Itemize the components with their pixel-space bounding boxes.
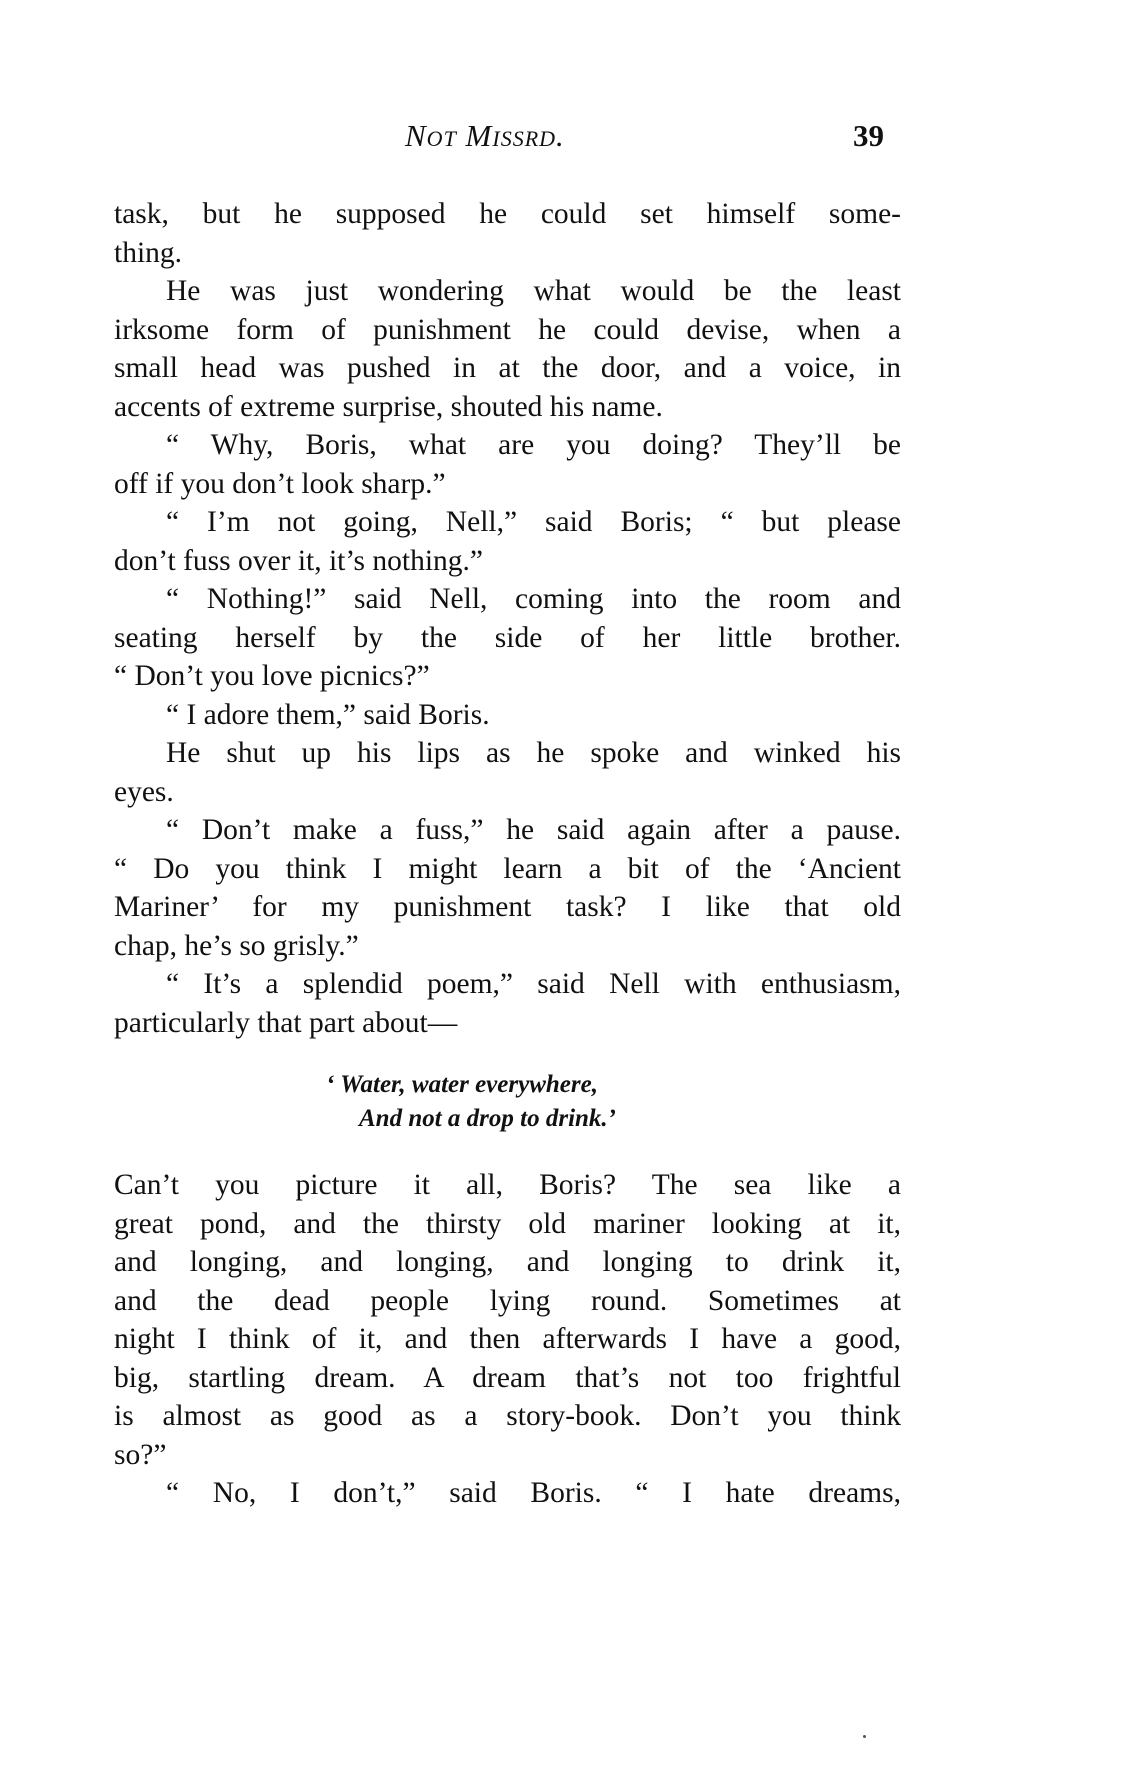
text-line: “ Don’t you love picnics?”	[114, 660, 430, 692]
print-speck	[863, 1735, 866, 1738]
text-line: “ No, I don’t,” said Boris. “ I hate dreams,	[166, 1477, 901, 1509]
text-line: “ Don’t make a fuss,” he said again after a pause.	[166, 814, 901, 846]
text-line: Can’t you picture it all, Boris? The sea like a	[114, 1169, 901, 1201]
verse-line: And not a drop to drink.’	[359, 1105, 617, 1132]
text-line: off if you don’t look sharp.”	[114, 467, 446, 500]
text-line: task, but he supposed he could set himself some-	[114, 198, 901, 230]
text-line: Mariner’ for my punishment task? I like that old	[114, 891, 901, 923]
text-line: “ I’m not going, Nell,” said Boris; “ but please	[166, 506, 901, 538]
text-line: small head was pushed in at the door, and a voice, in	[114, 352, 901, 384]
text-line: great pond, and the thirsty old mariner looking at it,	[114, 1207, 901, 1240]
text-line: “ I adore them,” said Boris.	[166, 698, 490, 731]
page-header	[0, 118, 1133, 158]
text-line: and longing, and longing, and longing to drink it,	[114, 1246, 901, 1278]
text-line: irksome form of punishment he could devise, when a	[114, 313, 901, 346]
text-line: He shut up his lips as he spoke and winked his	[166, 737, 901, 769]
running-head: Not Missrd.	[405, 118, 565, 153]
page-number: 39	[853, 118, 884, 153]
text-line: “ Why, Boris, what are you doing? They’ll be	[166, 429, 901, 461]
text-line: night I think of it, and then afterwards I have a good,	[114, 1323, 901, 1355]
text-line: thing.	[114, 236, 183, 269]
text-line: accents of extreme surprise, shouted his name.	[114, 390, 663, 423]
text-line: “ Do you think I might learn a bit of the ‘Ancient	[114, 852, 901, 885]
text-line: “ It’s a splendid poem,” said Nell with enthusiasm,	[166, 968, 901, 1000]
text-line: don’t fuss over it, it’s nothing.”	[114, 544, 484, 577]
text-line: chap, he’s so grisly.”	[114, 929, 359, 962]
verse-quote	[114, 1068, 901, 1136]
text-line: is almost as good as a story-book. Don’t you think	[114, 1400, 901, 1432]
text-line: “ Nothing!” said Nell, coming into the room and	[166, 583, 901, 615]
paragraph-block	[114, 1166, 901, 1513]
verse-line: ‘ Water, water everywhere,	[326, 1071, 598, 1098]
text-line: and the dead people lying round. Sometimes at	[114, 1284, 901, 1317]
body-text	[114, 195, 901, 1513]
text-line: He was just wondering what would be the least	[166, 275, 901, 307]
text-line: so?”	[114, 1438, 167, 1471]
text-line: particularly that part about—	[114, 1006, 458, 1039]
text-line: eyes.	[114, 775, 174, 808]
text-line: seating herself by the side of her little brother.	[114, 621, 901, 654]
paragraph-block	[114, 195, 901, 1042]
text-line: big, startling dream. A dream that’s not too frightful	[114, 1361, 901, 1394]
